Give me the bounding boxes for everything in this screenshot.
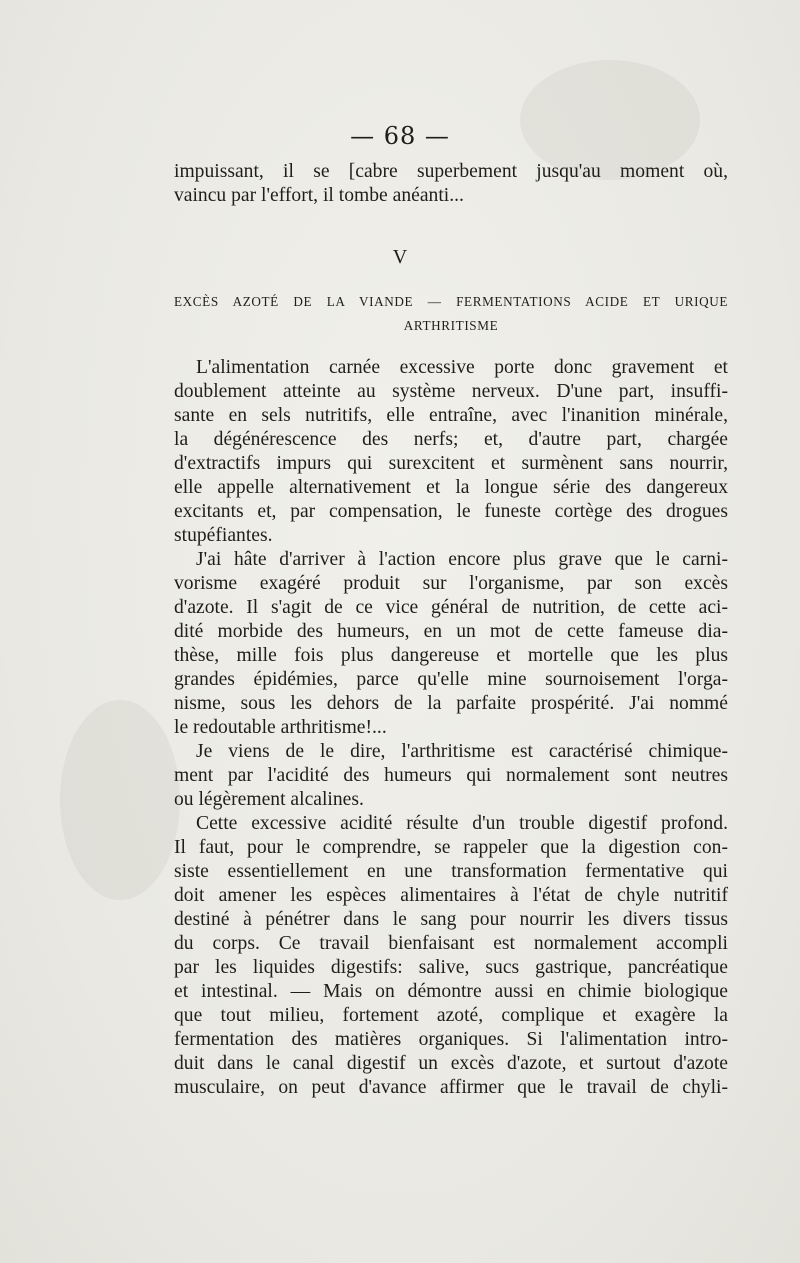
text-line: Je viens de le dire, l'arthritisme est caractérisé chimique- bbox=[196, 741, 728, 762]
text-line: d'azote. Il s'agit de ce vice général de nutrition, de cette aci- bbox=[174, 597, 728, 618]
text-line: J'ai hâte d'arriver à l'action encore plus grave que le carni- bbox=[196, 549, 728, 570]
text-line: stupéfiantes. bbox=[174, 525, 273, 546]
text-line: Il faut, pour le comprendre, se rappeler que la digestion con- bbox=[174, 837, 728, 858]
text-line: elle appelle alternativement et la longue série des dangereux bbox=[174, 477, 728, 498]
text-line: d'extractifs impurs qui surexcitent et surmènent sans nourrir, bbox=[174, 453, 728, 474]
chapter-title-line: EXCÈS AZOTÉ DE LA VIANDE — FERMENTATIONS ACIDE ET URIQUE bbox=[174, 294, 728, 309]
text-line: grandes épidémies, parce qu'elle mine sournoisement l'orga- bbox=[174, 669, 728, 690]
text-line: doublement atteinte au système nerveux. D'une part, insuffi- bbox=[174, 381, 728, 402]
text-line: vaincu par l'effort, il tombe anéanti... bbox=[174, 185, 464, 206]
body-text bbox=[174, 356, 728, 1100]
text-line: nisme, sous les dehors de la parfaite prospérité. J'ai nommé bbox=[174, 693, 728, 714]
text-line: vorisme exagéré produit sur l'organisme, par son excès bbox=[174, 573, 728, 594]
text-line: du corps. Ce travail bienfaisant est normalement accompli bbox=[174, 933, 728, 954]
text-line: duit dans le canal digestif un excès d'azote, et surtout d'azote bbox=[174, 1053, 728, 1074]
text-line: doit amener les espèces alimentaires à l'état de chyle nutritif bbox=[174, 885, 728, 906]
text-line: ment par l'acidité des humeurs qui normalement sont neutres bbox=[174, 765, 728, 786]
section-numeral: V bbox=[392, 246, 408, 268]
text-line: siste essentiellement en une transformation fermentative qui bbox=[174, 861, 728, 882]
text-line: sante en sels nutritifs, elle entraîne, avec l'inanition minérale, bbox=[174, 405, 728, 426]
text-line: et intestinal. — Mais on démontre aussi en chimie biologique bbox=[174, 981, 728, 1002]
continuation-paragraph bbox=[174, 160, 728, 208]
chapter-title-line: ARTHRITISME bbox=[403, 318, 499, 333]
text-line: L'alimentation carnée excessive porte donc gravement et bbox=[196, 357, 728, 378]
text-line: que tout milieu, fortement azoté, complique et exagère la bbox=[174, 1005, 728, 1026]
text-line: ou légèrement alcalines. bbox=[174, 789, 364, 810]
text-line: fermentation des matières organiques. Si l'alimentation intro- bbox=[174, 1029, 728, 1050]
text-line: thèse, mille fois plus dangereuse et mortelle que les plus bbox=[174, 645, 728, 666]
text-line: le redoutable arthritisme!... bbox=[174, 717, 387, 738]
text-line: dité morbide des humeurs, en un mot de cette fameuse dia- bbox=[174, 621, 728, 642]
page-number: — 68 — bbox=[350, 122, 450, 150]
text-line: impuissant, il se [cabre superbement jusqu'au moment où, bbox=[174, 161, 728, 182]
text-line: par les liquides digestifs: salive, sucs gastrique, pancréatique bbox=[174, 957, 728, 978]
paper-stain bbox=[60, 700, 180, 900]
text-line: destiné à pénétrer dans le sang pour nourrir les divers tissus bbox=[174, 909, 728, 930]
chapter-title bbox=[174, 290, 728, 338]
text-line: excitants et, par compensation, le funeste cortège des drogues bbox=[174, 501, 728, 522]
text-line: musculaire, on peut d'avance affirmer que le travail de chyli- bbox=[174, 1077, 728, 1098]
text-line: la dégénérescence des nerfs; et, d'autre part, chargée bbox=[174, 429, 728, 450]
text-line: Cette excessive acidité résulte d'un trouble digestif profond. bbox=[196, 813, 728, 834]
